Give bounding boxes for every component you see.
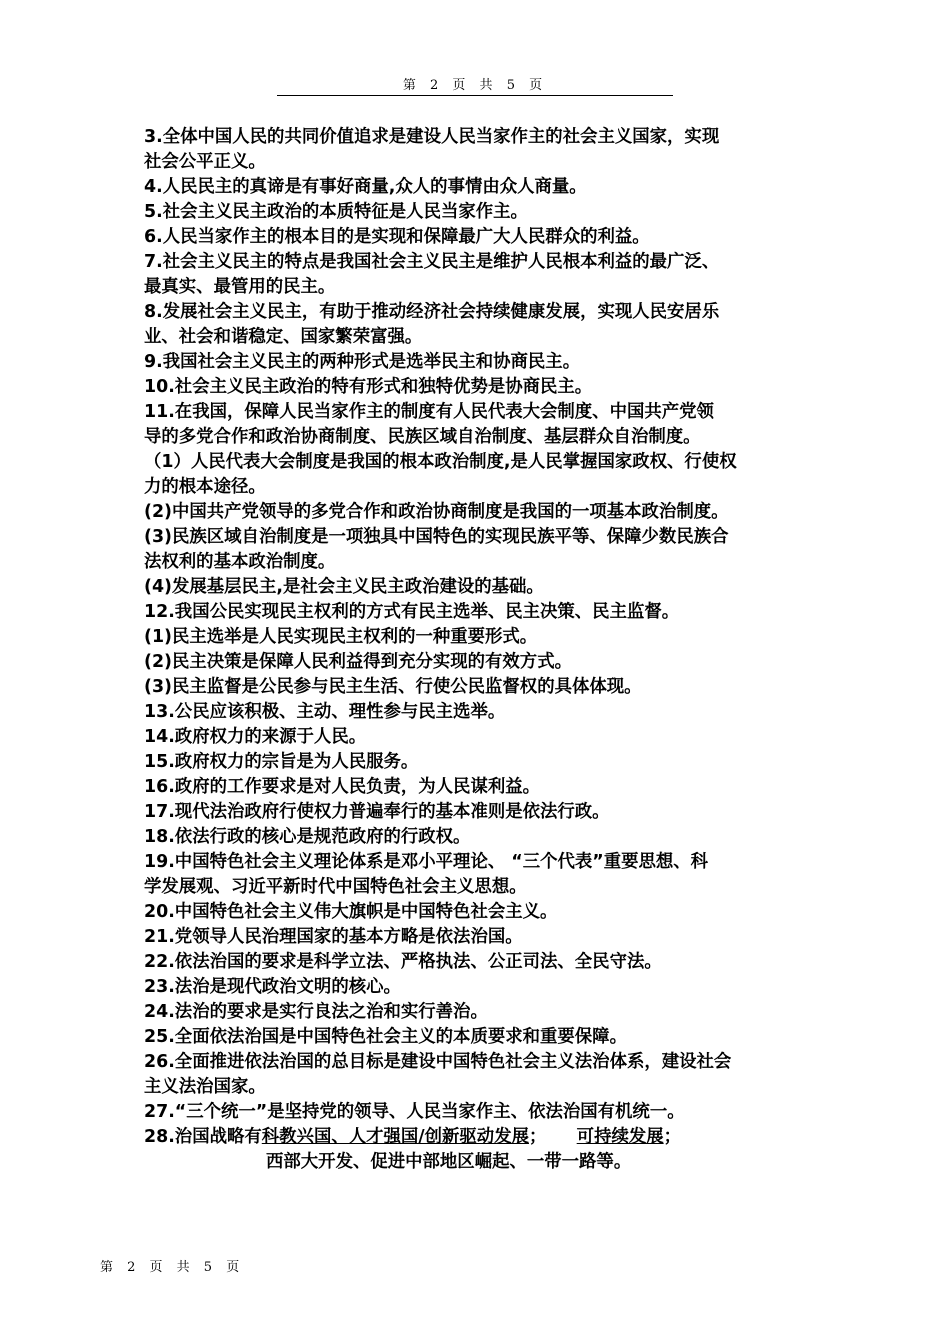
text-line: 18.依法行政的核心是规范政府的行政权。 — [144, 827, 471, 847]
last-item-line — [144, 1125, 812, 1150]
text-line: 8.发展社会主义民主，有助于推动经济社会持续健康发展，实现人民安居乐 — [144, 302, 720, 322]
text-line: 12.我国公民实现民主权利的方式有民主选举、民主决策、民主监督。 — [144, 602, 680, 622]
text-line: 6.人民当家作主的根本目的是实现和保障最广大人民群众的利益。 — [144, 227, 650, 247]
text-line: 导的多党合作和政治协商制度、民族区域自治制度、基层群众自治制度。 — [144, 427, 701, 447]
text-line: 17.现代法治政府行使权力普遍奉行的基本准则是依法行政。 — [144, 802, 610, 822]
text-line: 最真实、最管用的民主。 — [144, 277, 336, 297]
text-line: 21.党领导人民治理国家的基本方略是依法治国。 — [144, 927, 523, 947]
text-line: 业、社会和谐稳定、国家繁荣富强。 — [144, 327, 423, 347]
underlined-strategy-1: 科教兴国、人才强国/创新驱动发展 — [261, 1127, 529, 1147]
text-line: 5.社会主义民主政治的本质特征是人民当家作主。 — [144, 202, 528, 222]
text-line: (2)中国共产党领导的多党合作和政治协商制度是我国的一项基本政治制度。 — [144, 502, 729, 522]
text-line: 13.公民应该积极、主动、理性参与民主选举。 — [144, 702, 506, 722]
last-item-prefix: 28.治国战略有 — [144, 1127, 262, 1147]
text-line: 19.中国特色社会主义理论体系是邓小平理论、 “三个代表”重要思想、科 — [144, 852, 709, 872]
text-line: 16.政府的工作要求是对人民负责，为人民谋利益。 — [144, 777, 541, 797]
text-line: (4)发展基层民主,是社会主义民主政治建设的基础。 — [144, 577, 544, 597]
text-line: 学发展观、习近平新时代中国特色社会主义思想。 — [144, 877, 527, 897]
text-line: 26.全面推进依法治国的总目标是建设中国特色社会主义法治体系，建设社会 — [144, 1052, 732, 1072]
text-line: 11.在我国，保障人民当家作主的制度有人民代表大会制度、中国共产党领 — [144, 402, 714, 422]
text-line: 25.全面依法治国是中国特色社会主义的本质要求和重要保障。 — [144, 1027, 627, 1047]
text-line: 法权利的基本政治制度。 — [144, 552, 336, 572]
text-line: 23.法治是现代政治文明的核心。 — [144, 977, 401, 997]
text-line: 9.我国社会主义民主的两种形式是选举民主和协商民主。 — [144, 352, 581, 372]
text-line: 10.社会主义民主政治的特有形式和独特优势是协商民主。 — [144, 377, 593, 397]
page-header: 第 2 页 共 5 页 — [402, 78, 548, 93]
text-line: 社会公平正义。 — [144, 152, 266, 172]
text-line: (3)民主监督是公民参与民主生活、行使公民监督权的具体体现。 — [144, 677, 642, 697]
text-line: (1)民主选举是人民实现民主权利的一种重要形式。 — [144, 627, 538, 647]
last-item-continuation: 西部大开发、促进中部地区崛起、一带一路等。 — [266, 1152, 632, 1172]
text-line: (3)民族区域自治制度是一项独具中国特色的实现民族平等、保障少数民族合 — [144, 527, 729, 547]
text-line: 15.政府权力的宗旨是为人民服务。 — [144, 752, 419, 772]
last-item-end: ； — [663, 1127, 682, 1147]
separator: ； — [528, 1127, 547, 1147]
text-line: 主义法治国家。 — [144, 1077, 266, 1097]
text-line: 27.“三个统一”是坚持党的领导、人民当家作主、依法治国有机统一。 — [144, 1102, 685, 1122]
text-line: 20.中国特色社会主义伟大旗帜是中国特色社会主义。 — [144, 902, 558, 922]
text-line: 14.政府权力的来源于人民。 — [144, 727, 367, 747]
text-line: 4.人民民主的真谛是有事好商量,众人的事情由众人商量。 — [144, 177, 587, 197]
text-line: 力的根本途径。 — [144, 477, 266, 497]
text-line: 3.全体中国人民的共同价值追求是建设人民当家作主的社会主义国家，实现 — [144, 127, 720, 147]
document-body — [144, 125, 812, 1175]
header-rule — [277, 95, 673, 96]
text-line: (2)民主决策是保障人民利益得到充分实现的有效方式。 — [144, 652, 572, 672]
text-line: 24.法治的要求是实行良法之治和实行善治。 — [144, 1002, 488, 1022]
page-footer: 第 2 页 共 5 页 — [100, 1260, 245, 1275]
text-line: 7.社会主义民主的特点是我国社会主义民主是维护人民根本利益的最广泛、 — [144, 252, 720, 272]
text-line: 22.依法治国的要求是科学立法、严格执法、公正司法、全民守法。 — [144, 952, 662, 972]
text-line: （1）人民代表大会制度是我国的根本政治制度,是人民掌握国家政权、行使权 — [144, 452, 737, 472]
underlined-strategy-2: 可持续发展 — [576, 1127, 664, 1147]
